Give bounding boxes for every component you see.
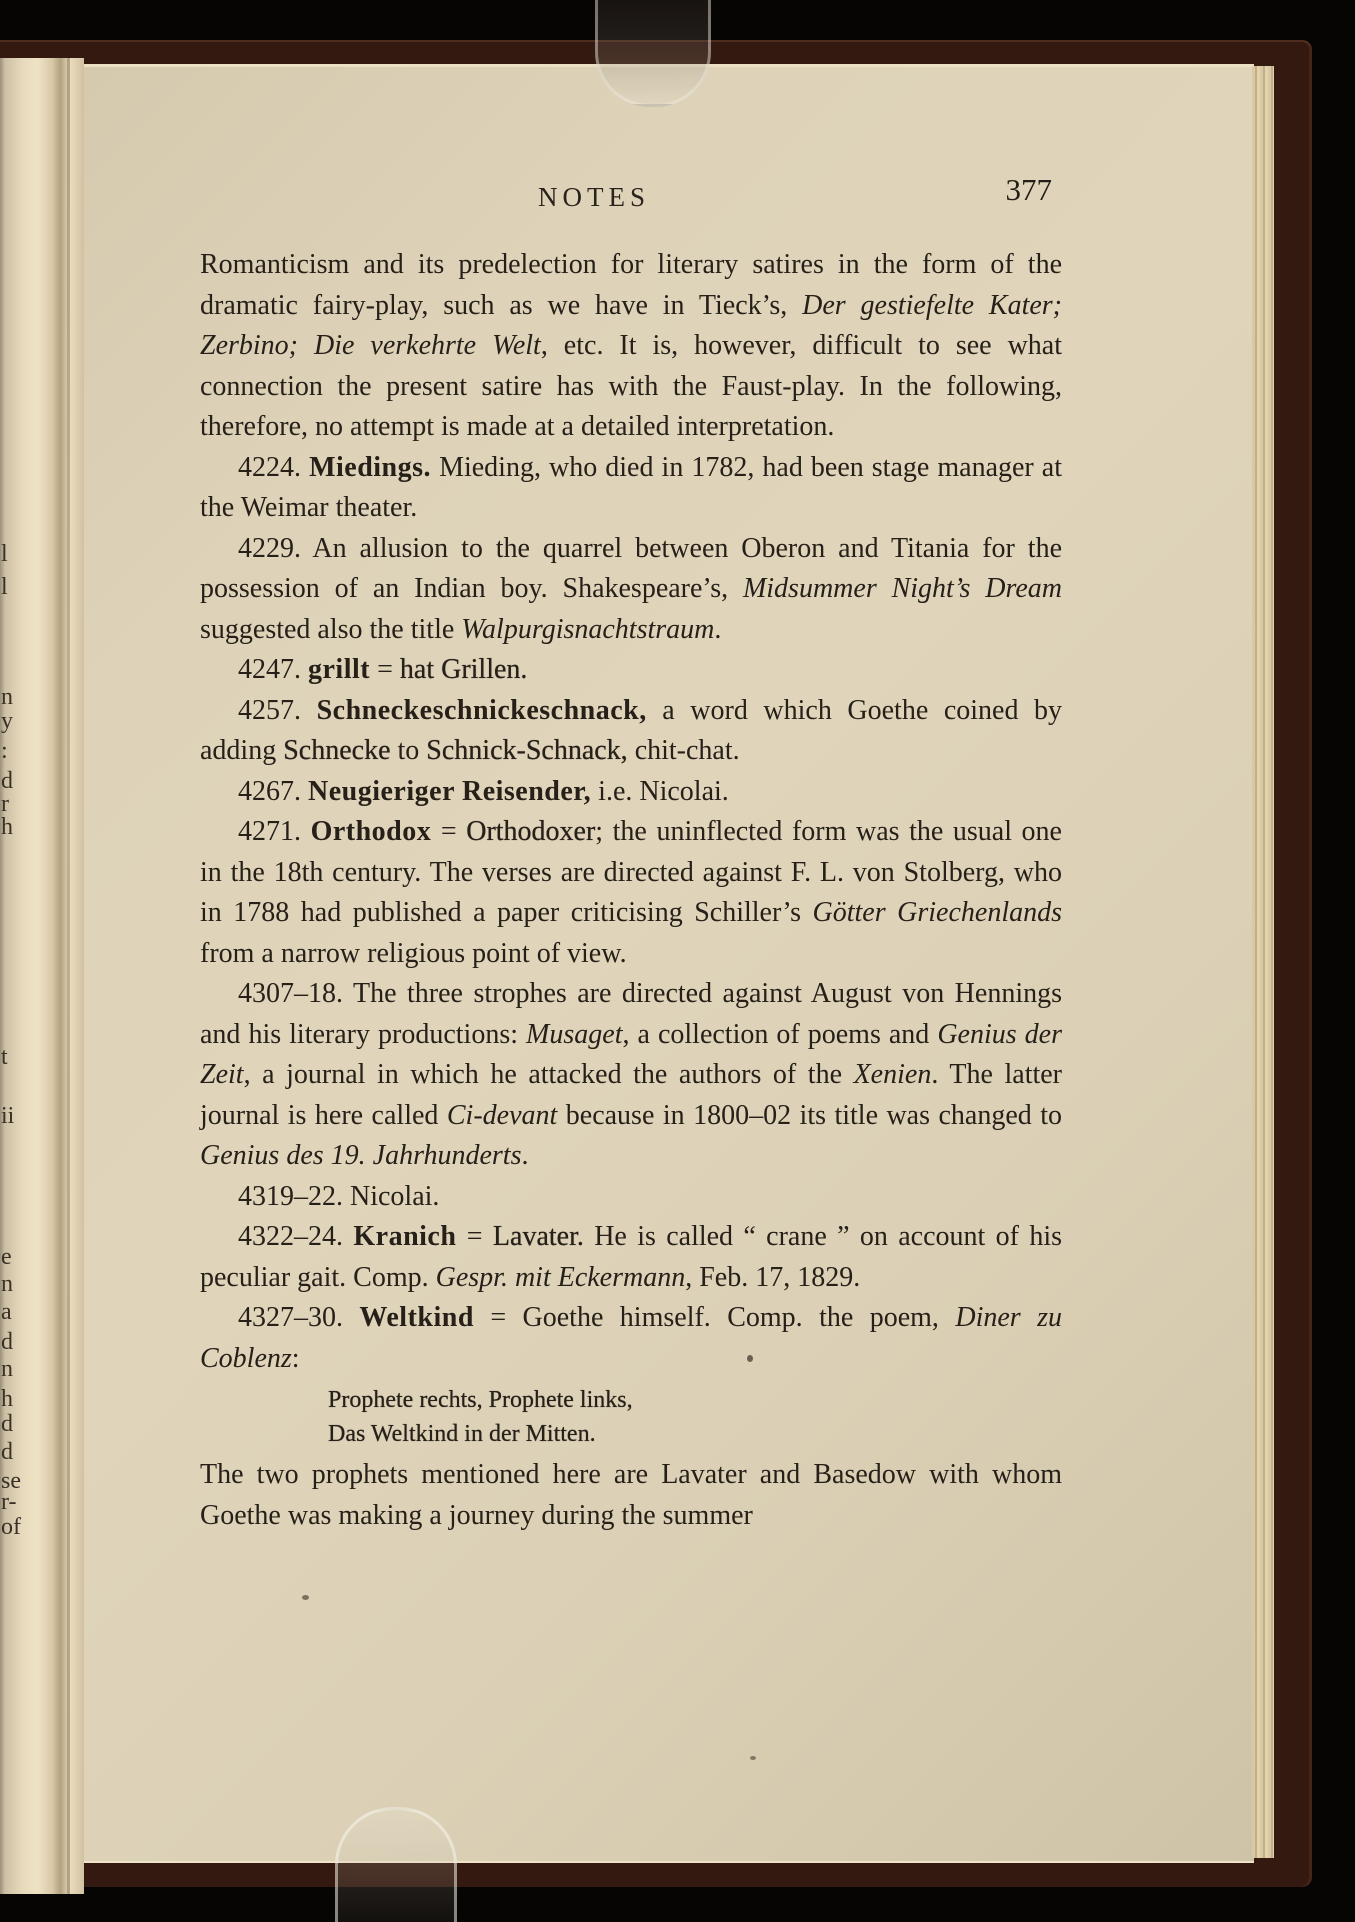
note-4247: 4247. grillt = hat Grillen. (238, 654, 528, 685)
verse-quote (200, 1383, 1062, 1451)
text-body (200, 245, 1062, 1536)
page-header (200, 170, 1062, 245)
margin-text-fragment: n (1, 684, 13, 710)
margin-text-fragment: d (1, 1329, 13, 1355)
margin-text-fragment: l (1, 541, 8, 567)
margin-text-fragment: l (1, 574, 8, 600)
page-deckle-edge (1252, 66, 1274, 1858)
margin-text-fragment: d (1, 1411, 13, 1437)
margin-text-fragment: y (1, 708, 13, 734)
note-4327-30: 4327–30. Weltkind = Goethe himself. Comp. the poem, Diner zu Coblenz: (200, 1302, 1062, 1374)
note-4307-18: 4307–18. The three strophes are directed against August von Hennings and his literary productions: Musaget, a collection of poems and Genius der Zeit, a journal in which he attacked the authors of the Xenien. The latter journal is here called Ci-devant because in 1800–02 its title was changed to Genius des 19. Jahrhunderts. (200, 978, 1063, 1171)
margin-text-fragment: of (1, 1514, 21, 1540)
margin-text-fragment: d (1, 1439, 13, 1465)
margin-text-fragment: d (1, 768, 13, 794)
closing-paragraph: The two prophets mentioned here are Lavater and Basedow with whom Goethe was making a journey during the summer (200, 1459, 1062, 1531)
ink-speck (302, 1595, 309, 1600)
facing-page-edge (0, 58, 84, 1894)
margin-text-fragment: n (1, 1271, 13, 1297)
margin-text-fragment: r (1, 791, 9, 817)
top-holding-clip (595, 0, 711, 107)
intro-paragraph: Romanticism and its predelection for literary satires in the form of the dramatic fairy-play, such as we have in Tieck’s, Der gestiefelte Kater; Zerbino; Die verkehrte Welt, etc. It is, however, difficult to see what connection the present satire has with the Faust-play. In the following, therefore, no attempt is made at a detailed interpretation. (200, 249, 1063, 442)
margin-text-fragment: a (1, 1299, 12, 1325)
margin-text-fragment: t (1, 1044, 8, 1070)
verse-line: Prophete rechts, Prophete links, (328, 1387, 633, 1413)
page-number: 377 (1005, 172, 1052, 207)
margin-text-fragment: : (1, 738, 8, 764)
gutter-groove (67, 58, 70, 1894)
printed-text (200, 170, 1062, 1536)
margin-text-fragment: se (1, 1468, 21, 1494)
ink-speck (750, 1756, 756, 1760)
margin-text-fragment: h (1, 814, 13, 840)
margin-text-fragment: r- (1, 1489, 17, 1515)
verse-line: Das Weltkind in der Mitten. (328, 1421, 596, 1447)
note-4322-24: 4322–24. Kranich = Lavater. He is called “ crane ” on account of his peculiar gait. Comp. Gespr. mit Eckermann, Feb. 17, 1829. (200, 1221, 1063, 1293)
note-4271: 4271. Orthodox = Orthodoxer; the uninflected form was the usual one in the 18th century. The verses are directed against F. L. von Stolberg, who in 1788 had published a paper criticising Schiller’s Götter Griechenlands from a narrow religious point of view. (200, 816, 1062, 969)
margin-text-fragment: h (1, 1386, 13, 1412)
running-title: NOTES (538, 182, 650, 212)
note-4229: 4229. An allusion to the quarrel between Oberon and Titania for the possession of an Indian boy. Shakespeare’s, Midsummer Night’s Dream suggested also the title Walpurgisnachtstraum. (200, 532, 1062, 645)
note-4224: 4224. Miedings. Mieding, who died in 1782, had been stage manager at the Weimar theater. (200, 451, 1063, 523)
bottom-holding-clip (335, 1807, 457, 1922)
note-4267: 4267. Neugieriger Reisender, i.e. Nicolai. (238, 775, 729, 807)
margin-text-fragment: e (1, 1244, 12, 1270)
note-4319-22: 4319–22. Nicolai. (238, 1180, 440, 1212)
margin-text-fragment: n (1, 1356, 13, 1382)
note-4257: 4257. Schneckeschnickeschnack, a word which Goethe coined by adding Schnecke to Schnick-Schnack, chit-chat. (200, 694, 1063, 766)
margin-text-fragment: ii (1, 1103, 15, 1129)
